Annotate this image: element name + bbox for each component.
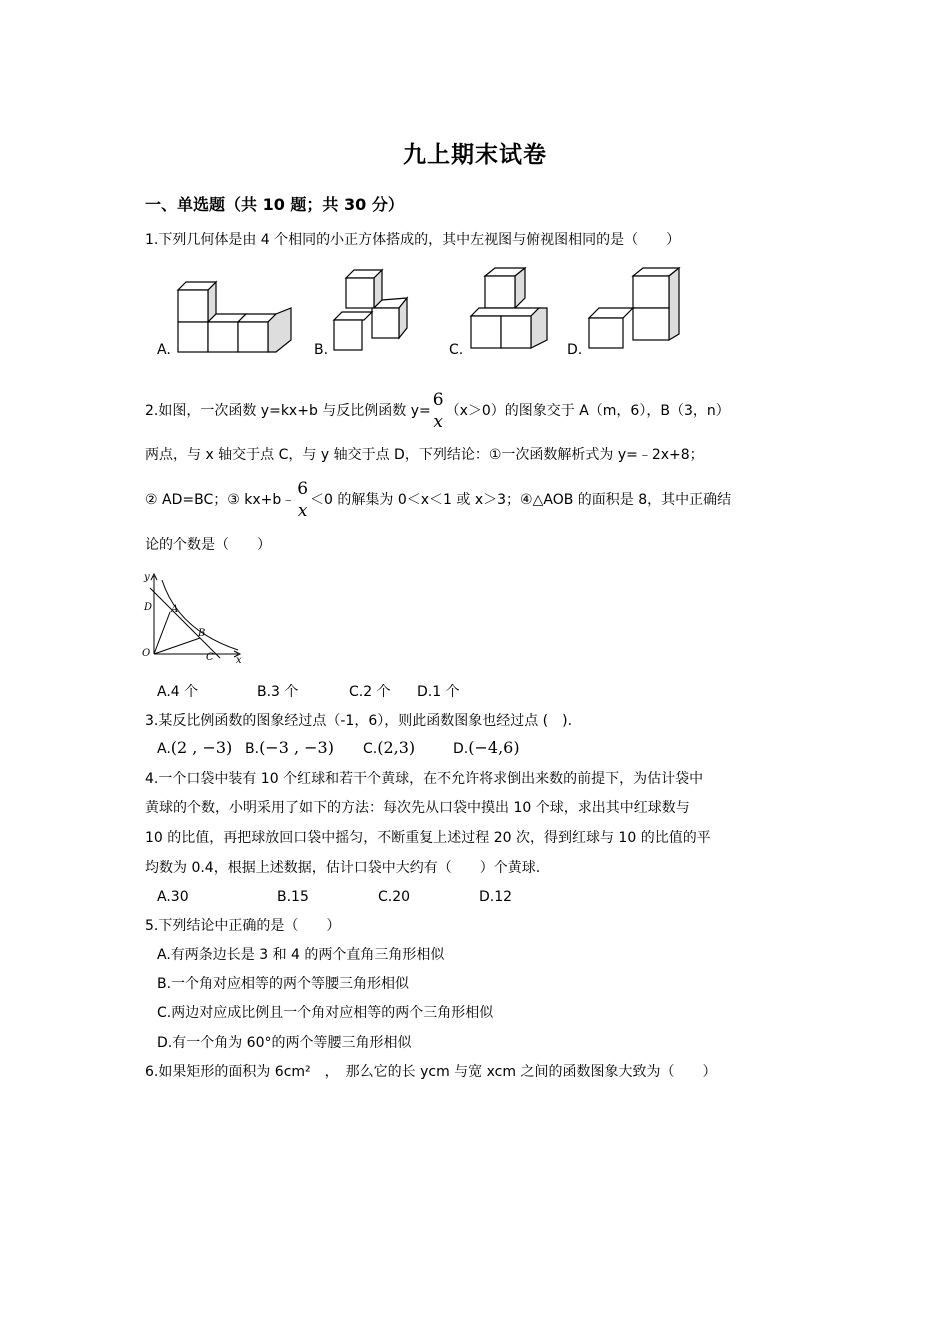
q1-figure-c-icon bbox=[469, 266, 551, 352]
q2-frac1-den: x bbox=[433, 412, 443, 432]
q2-frac2-den: x bbox=[297, 501, 308, 521]
q1-figure-a-icon bbox=[176, 282, 296, 354]
question-2-line-1 bbox=[145, 389, 730, 433]
q1-figure-b-icon bbox=[332, 270, 412, 352]
question-4-line-4: 均数为 0.4，根据上述数据，估计口袋中大约有（ ）个黄球. bbox=[145, 860, 541, 876]
q2-line3-pre: ② AD=BC；③ kx+b﹣ bbox=[145, 492, 296, 508]
q2-fraction-2 bbox=[297, 478, 308, 522]
q2-label-a: A bbox=[171, 604, 179, 615]
q1-option-d[interactable]: D. bbox=[567, 342, 583, 358]
q2-option-c[interactable]: C.2 个 bbox=[349, 684, 391, 700]
q4-option-b[interactable]: B.15 bbox=[277, 889, 309, 905]
page-title: 九上期末试卷 bbox=[403, 142, 547, 168]
q2-fraction-1 bbox=[433, 389, 444, 433]
question-3-stem: 3.某反比例函数的图象经过点（-1，6），则此函数图象也经过点 ( ). bbox=[145, 713, 573, 729]
q2-label-d: D bbox=[144, 602, 153, 613]
q1-option-a[interactable]: A. bbox=[157, 342, 171, 358]
question-2-line-3 bbox=[145, 478, 731, 522]
q2-option-a[interactable]: A.4 个 bbox=[157, 684, 199, 700]
q2-graph-figure bbox=[140, 570, 250, 666]
q1-option-c[interactable]: C. bbox=[449, 342, 464, 358]
q2-option-b[interactable]: B.3 个 bbox=[257, 684, 299, 700]
q2-line3-post: ＜0 的解集为 0＜x＜1 或 x＞3；④△AOB 的面积是 8，其中正确结 bbox=[310, 492, 732, 508]
question-5-stem: 5.下列结论中正确的是（ ） bbox=[145, 918, 341, 934]
q2-frac1-num: 6 bbox=[432, 390, 444, 410]
q3-option-a[interactable] bbox=[157, 738, 232, 759]
q3-option-a-label: A. bbox=[157, 741, 171, 757]
q3-option-c[interactable] bbox=[363, 738, 415, 759]
q5-option-c[interactable]: C.两边对应成比例且一个角对应相等的两个三角形相似 bbox=[157, 1005, 494, 1021]
question-1-stem: 1.下列几何体是由 4 个相同的小正方体搭成的，其中左视图与俯视图相同的是（ ） bbox=[145, 232, 681, 248]
q3-option-b-label: B. bbox=[245, 741, 260, 757]
q5-option-a[interactable]: A.有两条边长是 3 和 4 的两个直角三角形相似 bbox=[157, 947, 445, 963]
q2-frac2-num: 6 bbox=[297, 479, 309, 499]
question-2-line-4: 论的个数是（ ） bbox=[145, 537, 271, 553]
q2-option-d[interactable]: D.1 个 bbox=[417, 684, 460, 700]
question-4-line-2: 黄球的个数，小明采用了如下的方法：每次先从口袋中摸出 10 个球，求出其中红球数与 bbox=[145, 800, 690, 816]
q4-option-d[interactable]: D.12 bbox=[479, 889, 513, 905]
q2-line1-post: （x＞0）的图象交于 A（m，6），B（3，n） bbox=[445, 403, 730, 419]
q2-label-c: C bbox=[206, 652, 214, 663]
q3-option-a-value: (2 , −3) bbox=[170, 738, 233, 757]
q3-option-d-label: D. bbox=[453, 741, 469, 757]
question-6-stem: 6.如果矩形的面积为 6cm² ， 那么它的长 ycm 与宽 xcm 之间的函数图象大致为（ ） bbox=[145, 1064, 717, 1080]
q4-option-c[interactable]: C.20 bbox=[378, 889, 411, 905]
q2-label-x: x bbox=[236, 655, 242, 666]
question-4-line-3: 10 的比值，再把球放回口袋中摇匀，不断重复上述过程 20 次，得到红球与 10 的比值的平 bbox=[145, 830, 711, 846]
question-4-line-1: 4.一个口袋中装有 10 个红球和若干个黄球，在不允许将求倒出来数的前提下，为估计袋中 bbox=[145, 771, 704, 787]
section-heading: 一、单选题（共 10 题；共 30 分） bbox=[145, 195, 404, 214]
q3-option-c-value: (2,3) bbox=[377, 738, 416, 757]
q2-label-b: B bbox=[198, 628, 206, 639]
q1-option-b[interactable]: B. bbox=[314, 342, 329, 358]
q3-option-c-label: C. bbox=[363, 741, 378, 757]
q5-option-b[interactable]: B.一个角对应相等的两个等腰三角形相似 bbox=[157, 976, 410, 992]
q4-option-a[interactable]: A.30 bbox=[157, 889, 189, 905]
q2-label-y: y bbox=[144, 572, 150, 583]
q5-option-d[interactable]: D.有一个角为 60°的两个等腰三角形相似 bbox=[157, 1035, 412, 1051]
q3-option-d[interactable] bbox=[453, 738, 520, 759]
q2-label-o: O bbox=[142, 648, 151, 659]
q1-figure-d-icon bbox=[587, 266, 687, 350]
q3-option-b-value: (−3 , −3) bbox=[259, 738, 334, 757]
q3-option-d-value: (−4,6) bbox=[468, 738, 520, 757]
q3-option-b[interactable] bbox=[245, 738, 334, 759]
q2-line1-pre: 2.如图，一次函数 y=kx+b 与反比例函数 y= bbox=[145, 403, 431, 419]
question-2-line-2: 两点，与 x 轴交于点 C，与 y 轴交于点 D，下列结论：①一次函数解析式为 y=﹣2x+8； bbox=[145, 447, 704, 463]
